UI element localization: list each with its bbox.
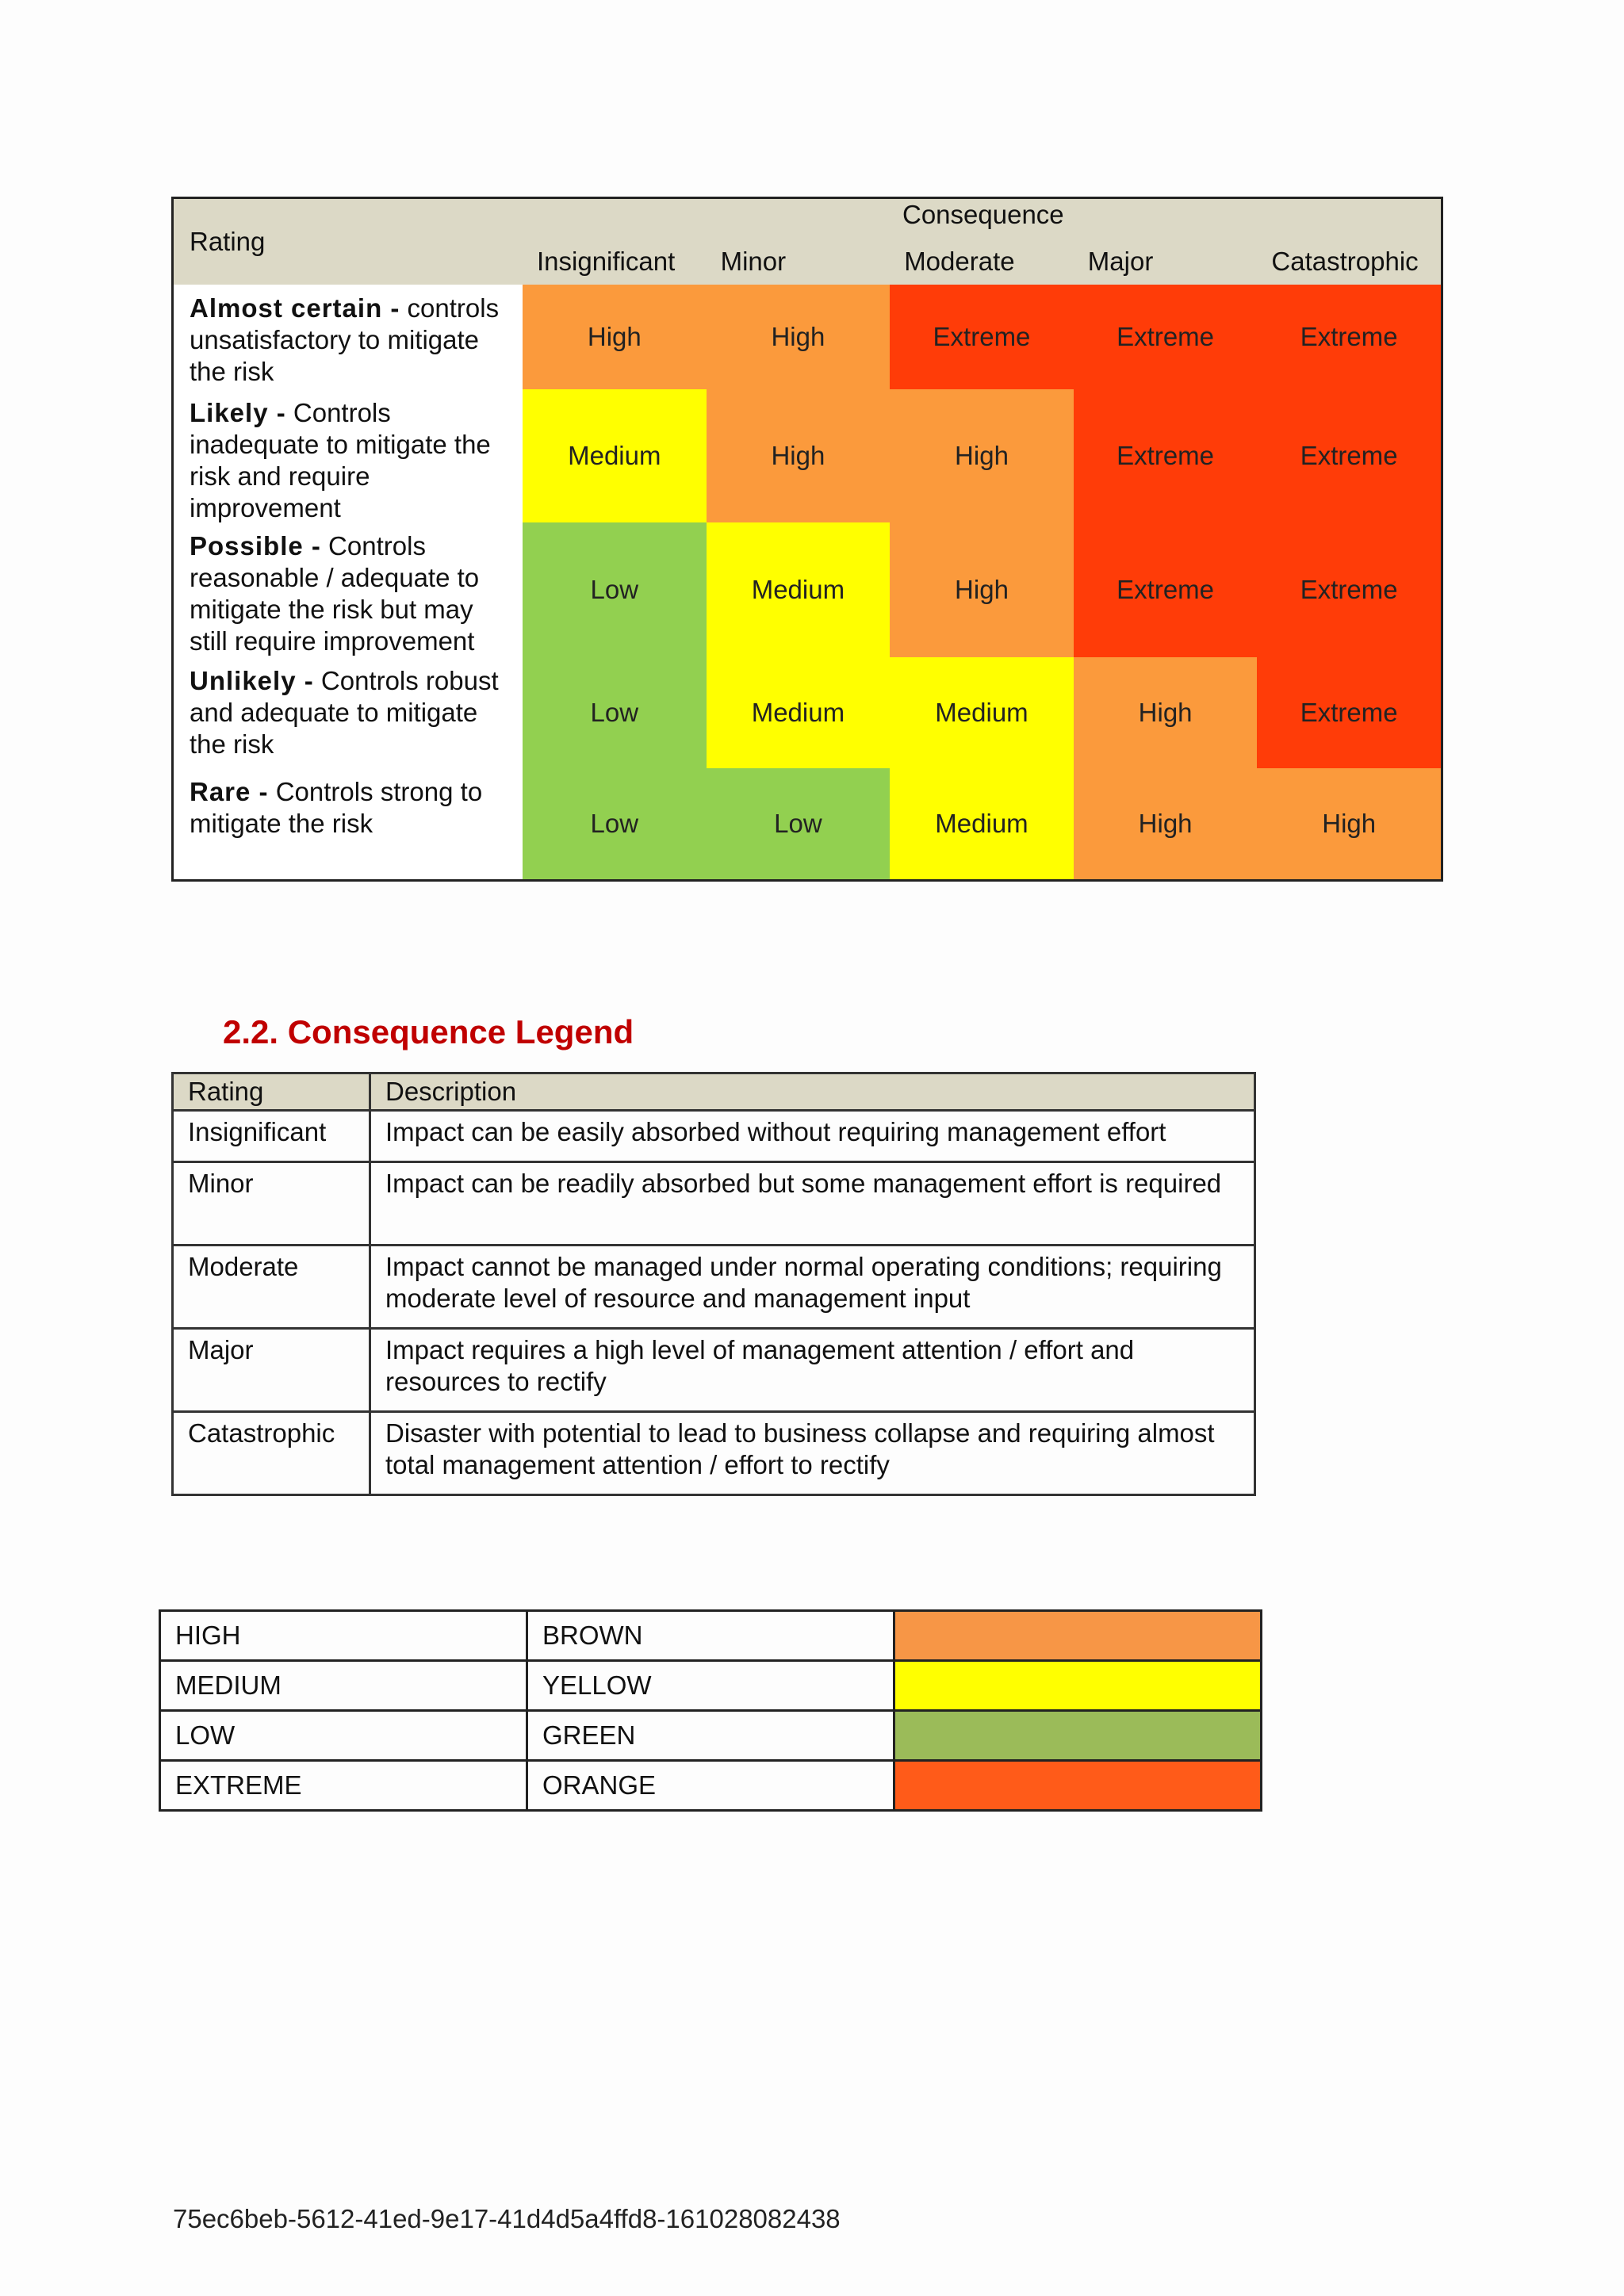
legend-rating: Moderate (173, 1246, 370, 1329)
legend-header-row (173, 1073, 1255, 1111)
table-row (173, 1246, 1255, 1329)
key-swatch (894, 1661, 1262, 1711)
key-swatch (894, 1761, 1262, 1811)
matrix-cell: High (1257, 768, 1441, 879)
matrix-cell: Low (523, 522, 707, 657)
matrix-cell: Medium (890, 657, 1074, 768)
col-header-major: Major (1074, 199, 1258, 285)
key-level: EXTREME (160, 1761, 527, 1811)
col-header-moderate: Moderate (890, 199, 1074, 285)
key-level: LOW (160, 1711, 527, 1761)
matrix-cell: Extreme (1074, 285, 1258, 389)
legend-description: Impact cannot be managed under normal operating conditions; requiring moderate level of resource and management input (370, 1246, 1255, 1329)
row-label-rare: Rare - Controls strong to mitigate the risk (174, 768, 523, 871)
table-row (173, 1162, 1255, 1246)
matrix-rating-header: Rating (174, 199, 523, 285)
key-level: MEDIUM (160, 1661, 527, 1711)
legend-description: Impact requires a high level of management attention / effort and resources to rectify (370, 1329, 1255, 1412)
key-swatch (894, 1711, 1262, 1761)
section-heading: 2.2. Consequence Legend (223, 1013, 634, 1050)
matrix-cell: High (890, 522, 1074, 657)
matrix-cell: Low (523, 657, 707, 768)
matrix-cell: Extreme (1074, 389, 1258, 522)
table-row (160, 1661, 1262, 1711)
legend-header-rating: Rating (173, 1073, 370, 1111)
legend-header-description: Description (370, 1073, 1255, 1111)
row-label-unlikely: Unlikely - Controls robust and adequate to mitigate the risk (174, 657, 523, 768)
matrix-cell: Medium (707, 522, 891, 657)
color-key-table (159, 1609, 1262, 1812)
matrix-cell: Medium (523, 389, 707, 522)
legend-description: Disaster with potential to lead to business collapse and requiring almost total management attention / effort to rectify (370, 1412, 1255, 1495)
legend-description: Impact can be readily absorbed but some management effort is required (370, 1162, 1255, 1246)
row-label-filler (174, 871, 523, 879)
legend-rating: Insignificant (173, 1111, 370, 1162)
table-row (160, 1761, 1262, 1811)
table-row (173, 1412, 1255, 1495)
legend-rating: Major (173, 1329, 370, 1412)
col-header-catastrophic: Catastrophic (1257, 199, 1441, 285)
matrix-cell: Medium (890, 768, 1074, 879)
key-level: HIGH (160, 1611, 527, 1661)
matrix-cell: Medium (707, 657, 891, 768)
matrix-cell: High (1074, 657, 1258, 768)
matrix-cell: High (523, 285, 707, 389)
table-row (160, 1611, 1262, 1661)
row-label-almost-certain: Almost certain - controls unsatisfactory to mitigate the risk (174, 285, 523, 389)
key-color-name: ORANGE (527, 1761, 894, 1811)
matrix-cell: Low (707, 768, 891, 879)
key-swatch (894, 1611, 1262, 1661)
legend-rating: Minor (173, 1162, 370, 1246)
matrix-cell: High (707, 389, 891, 522)
table-row (173, 1329, 1255, 1412)
col-header-insignificant: Insignificant (523, 199, 707, 285)
matrix-cell: Extreme (1074, 522, 1258, 657)
table-row (160, 1711, 1262, 1761)
col-header-minor: Minor (707, 199, 891, 285)
legend-rating: Catastrophic (173, 1412, 370, 1495)
matrix-cell: Extreme (1257, 389, 1441, 522)
risk-matrix (171, 197, 1443, 882)
key-color-name: GREEN (527, 1711, 894, 1761)
key-color-name: YELLOW (527, 1661, 894, 1711)
matrix-cell: High (890, 389, 1074, 522)
table-row (173, 1111, 1255, 1162)
matrix-cell: High (707, 285, 891, 389)
matrix-cell: Extreme (1257, 522, 1441, 657)
matrix-cell: High (1074, 768, 1258, 879)
document-id: 75ec6beb-5612-41ed-9e17-41d4d5a4ffd8-161028082438 (173, 2204, 841, 2233)
key-color-name: BROWN (527, 1611, 894, 1661)
consequence-legend-table (171, 1072, 1256, 1496)
row-label-likely: Likely - Controls inadequate to mitigate the risk and require improvement (174, 389, 523, 522)
matrix-cell: Extreme (1257, 285, 1441, 389)
consequence-label: Consequence (902, 200, 1064, 229)
matrix-cell: Low (523, 768, 707, 879)
row-label-possible: Possible - Controls reasonable / adequate to mitigate the risk but may still require improvement (174, 522, 523, 657)
matrix-cell: Extreme (1257, 657, 1441, 768)
legend-description: Impact can be easily absorbed without requiring management effort (370, 1111, 1255, 1162)
matrix-cell: Extreme (890, 285, 1074, 389)
